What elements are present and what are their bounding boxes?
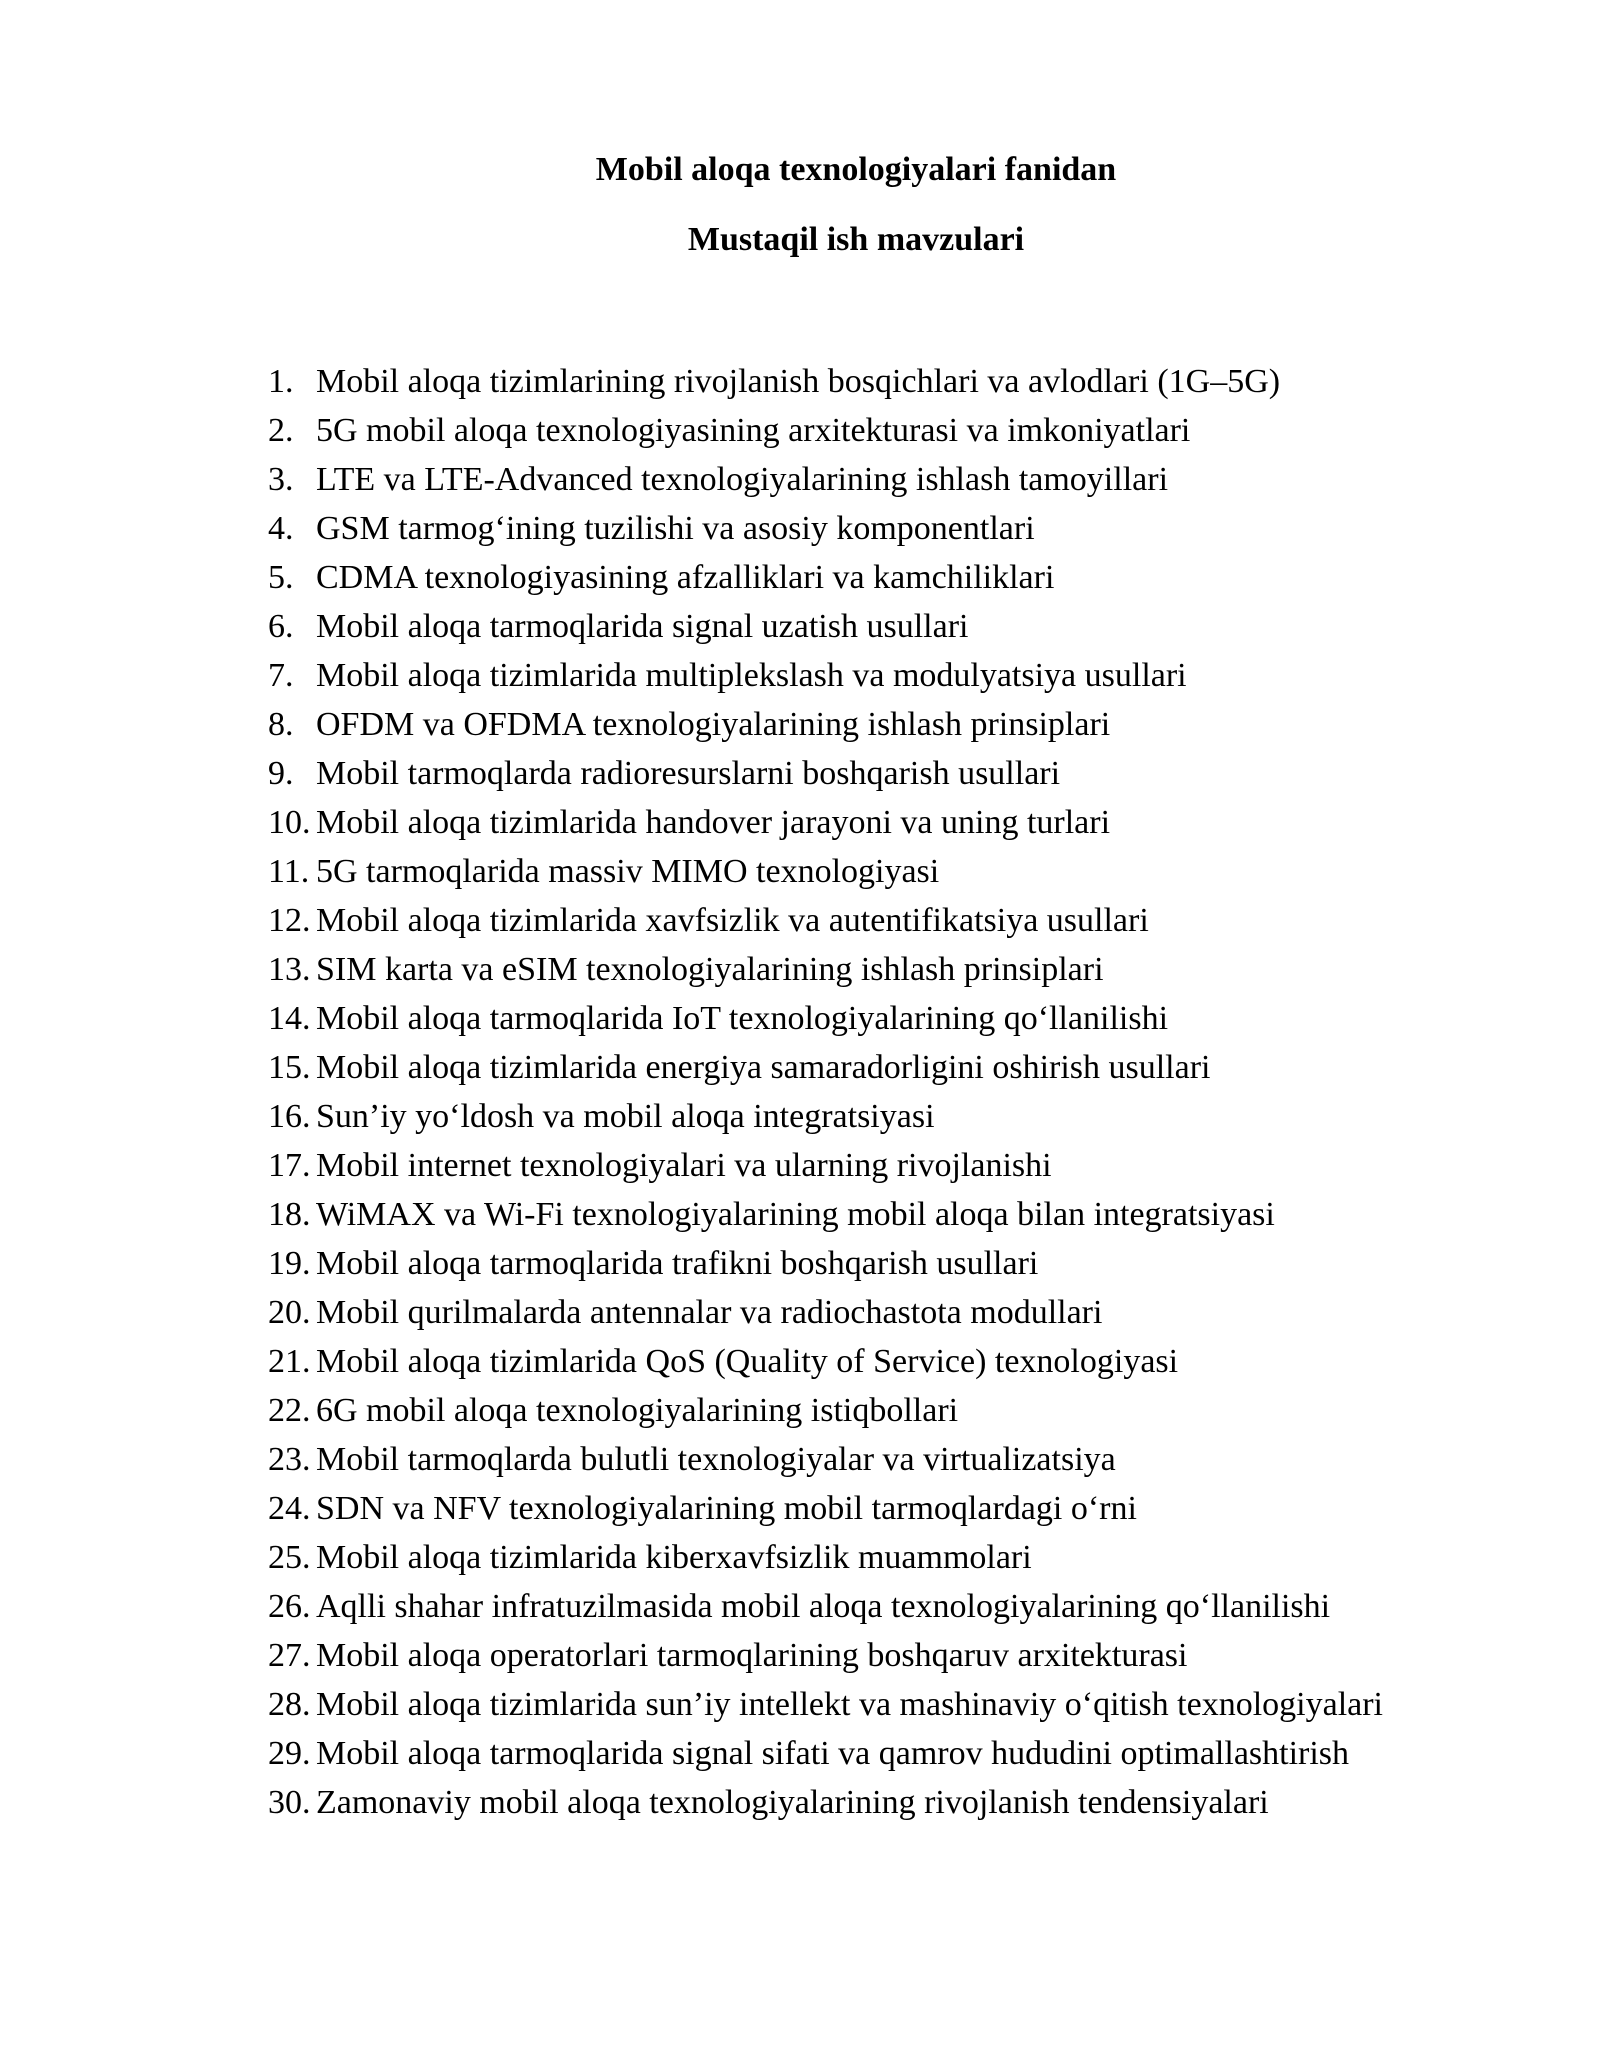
list-item bbox=[268, 1043, 1383, 1092]
list-item bbox=[268, 602, 1383, 651]
list-item-number: 9. bbox=[268, 755, 294, 792]
list-item-number: 22. bbox=[268, 1392, 311, 1429]
list-item-text: Mobil qurilmalarda antennalar va radiochastota modullari bbox=[316, 1294, 1103, 1331]
list-item bbox=[268, 847, 1383, 896]
list-item-number: 2. bbox=[268, 412, 294, 449]
list-item-text: Aqlli shahar infratuzilmasida mobil aloqa texnologiyalarining qo‘llanilishi bbox=[316, 1588, 1331, 1625]
list-item-text: Mobil aloqa tarmoqlarida signal uzatish usullari bbox=[316, 608, 969, 645]
list-item bbox=[268, 1288, 1383, 1337]
list-item bbox=[268, 896, 1383, 945]
list-item bbox=[268, 700, 1383, 749]
list-item-number: 21. bbox=[268, 1343, 311, 1380]
list-item-text: LTE va LTE-Advanced texnologiyalarining ishlash tamoyillari bbox=[316, 461, 1169, 498]
list-item-text: Mobil aloqa tarmoqlarida IoT texnologiyalarining qo‘llanilishi bbox=[316, 1000, 1169, 1037]
list-item-number: 13. bbox=[268, 951, 311, 988]
list-item-text: Mobil aloqa operatorlari tarmoqlarining boshqaruv arxitekturasi bbox=[316, 1637, 1188, 1674]
list-item-text: WiMAX va Wi-Fi texnologiyalarining mobil aloqa bilan integratsiyasi bbox=[316, 1196, 1275, 1233]
list-item bbox=[268, 749, 1383, 798]
list-item-number: 10. bbox=[268, 804, 311, 841]
list-item bbox=[268, 357, 1383, 406]
list-item-number: 23. bbox=[268, 1441, 311, 1478]
list-item-text: 5G tarmoqlarida massiv MIMO texnologiyasi bbox=[316, 853, 940, 890]
list-item bbox=[268, 1582, 1383, 1631]
list-item-text: Mobil internet texnologiyalari va ularning rivojlanishi bbox=[316, 1147, 1052, 1184]
list-item-number: 8. bbox=[268, 706, 294, 743]
list-item bbox=[268, 798, 1383, 847]
list-item-text: Mobil aloqa tizimlarida energiya samaradorligini oshirish usullari bbox=[316, 1049, 1211, 1086]
list-item bbox=[268, 1190, 1383, 1239]
list-item bbox=[268, 406, 1383, 455]
list-item bbox=[268, 1435, 1383, 1484]
list-item bbox=[268, 553, 1383, 602]
list-item-text: 6G mobil aloqa texnologiyalarining istiqbollari bbox=[316, 1392, 959, 1429]
list-item-number: 24. bbox=[268, 1490, 311, 1527]
list-item-text: SDN va NFV texnologiyalarining mobil tarmoqlardagi o‘rni bbox=[316, 1490, 1137, 1527]
list-item bbox=[268, 1778, 1383, 1827]
list-item-number: 11. bbox=[268, 853, 310, 890]
list-item bbox=[268, 1386, 1383, 1435]
list-item-number: 1. bbox=[268, 363, 294, 400]
list-item bbox=[268, 455, 1383, 504]
list-item-text: Mobil aloqa tizimlarida QoS (Quality of Service) texnologiyasi bbox=[316, 1343, 1179, 1380]
list-item-number: 12. bbox=[268, 902, 311, 939]
list-item bbox=[268, 1729, 1383, 1778]
list-item-number: 17. bbox=[268, 1147, 311, 1184]
list-item bbox=[268, 1239, 1383, 1288]
topic-list bbox=[268, 357, 1383, 1827]
list-item-text: Mobil aloqa tizimlarida sun’iy intellekt va mashinaviy o‘qitish texnologiyalari bbox=[316, 1686, 1383, 1723]
list-item-number: 4. bbox=[268, 510, 294, 547]
list-item bbox=[268, 1680, 1383, 1729]
list-item-number: 29. bbox=[268, 1735, 311, 1772]
list-item bbox=[268, 1141, 1383, 1190]
list-item-text: Mobil aloqa tizimlarining rivojlanish bosqichlari va avlodlari (1G–5G) bbox=[316, 363, 1281, 400]
list-item-number: 16. bbox=[268, 1098, 311, 1135]
list-item-text: GSM tarmog‘ining tuzilishi va asosiy komponentlari bbox=[316, 510, 1035, 547]
list-item-text: CDMA texnologiyasining afzalliklari va kamchiliklari bbox=[316, 559, 1055, 596]
list-item-number: 19. bbox=[268, 1245, 311, 1282]
list-item-text: Mobil aloqa tizimlarida handover jarayoni va uning turlari bbox=[316, 804, 1111, 841]
list-item-number: 5. bbox=[268, 559, 294, 596]
list-item-text: Mobil aloqa tarmoqlarida signal sifati va qamrov hududini optimallashtirish bbox=[316, 1735, 1350, 1772]
list-item-text: Mobil tarmoqlarda bulutli texnologiyalar va virtualizatsiya bbox=[316, 1441, 1116, 1478]
list-item-text: Mobil aloqa tizimlarida kiberxavfsizlik muammolari bbox=[316, 1539, 1032, 1576]
list-item-text: Zamonaviy mobil aloqa texnologiyalarining rivojlanish tendensiyalari bbox=[316, 1784, 1269, 1821]
list-item-text: Mobil aloqa tizimlarida xavfsizlik va autentifikatsiya usullari bbox=[316, 902, 1149, 939]
list-item bbox=[268, 651, 1383, 700]
list-item-text: Mobil aloqa tizimlarida multiplekslash va modulyatsiya usullari bbox=[316, 657, 1187, 694]
list-item-number: 18. bbox=[268, 1196, 311, 1233]
list-item bbox=[268, 1092, 1383, 1141]
list-item-number: 15. bbox=[268, 1049, 311, 1086]
list-item bbox=[268, 1337, 1383, 1386]
list-item-text: Mobil aloqa tarmoqlarida trafikni boshqarish usullari bbox=[316, 1245, 1039, 1282]
list-item-number: 7. bbox=[268, 657, 294, 694]
list-item-text: Mobil tarmoqlarda radioresurslarni boshqarish usullari bbox=[316, 755, 1061, 792]
list-item-number: 27. bbox=[268, 1637, 311, 1674]
list-item bbox=[268, 945, 1383, 994]
list-item bbox=[268, 1631, 1383, 1680]
list-item-number: 3. bbox=[268, 461, 294, 498]
list-item bbox=[268, 1533, 1383, 1582]
list-item bbox=[268, 994, 1383, 1043]
list-item bbox=[268, 504, 1383, 553]
list-item-text: OFDM va OFDMA texnologiyalarining ishlash prinsiplari bbox=[316, 706, 1111, 743]
list-item-number: 28. bbox=[268, 1686, 311, 1723]
list-item-text: 5G mobil aloqa texnologiyasining arxitekturasi va imkoniyatlari bbox=[316, 412, 1191, 449]
list-item-number: 20. bbox=[268, 1294, 311, 1331]
list-item-number: 25. bbox=[268, 1539, 311, 1576]
document-subtitle: Mustaqil ish mavzulari bbox=[687, 221, 1025, 258]
list-item-text: SIM karta va eSIM texnologiyalarining ishlash prinsiplari bbox=[316, 951, 1104, 988]
list-item bbox=[268, 1484, 1383, 1533]
list-item-number: 14. bbox=[268, 1000, 311, 1037]
list-item-text: Sun’iy yo‘ldosh va mobil aloqa integratsiyasi bbox=[316, 1098, 935, 1135]
list-item-number: 26. bbox=[268, 1588, 311, 1625]
list-item-number: 6. bbox=[268, 608, 294, 645]
document-title: Mobil aloqa texnologiyalari fanidan bbox=[595, 151, 1117, 188]
list-item-number: 30. bbox=[268, 1784, 311, 1821]
